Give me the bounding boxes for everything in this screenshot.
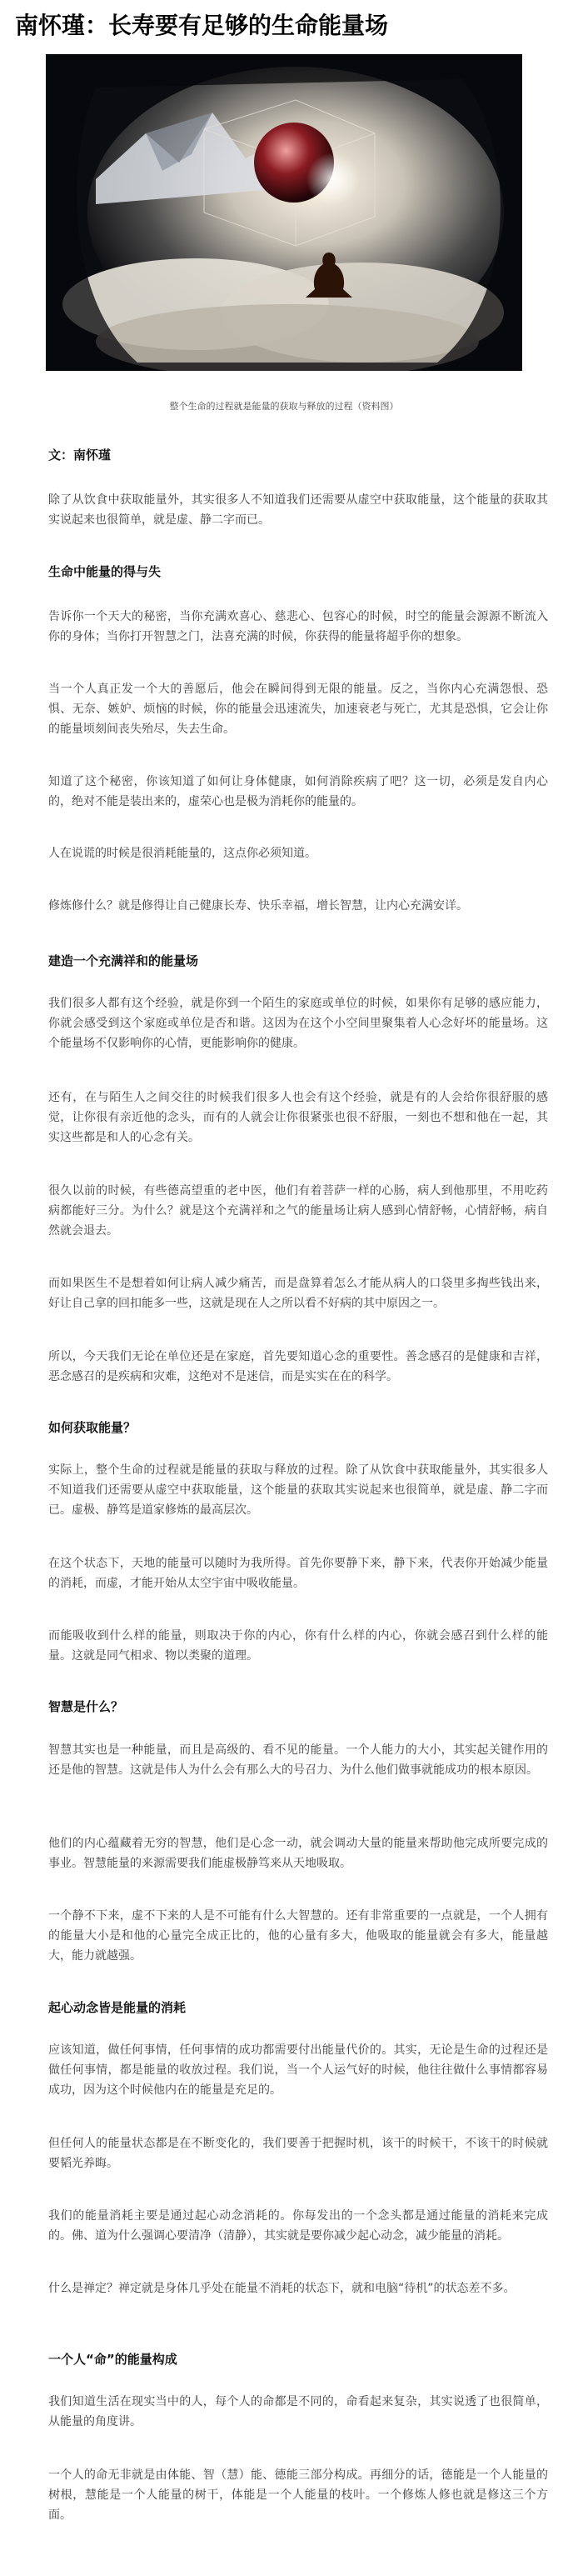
paragraph: 所以，今天我们无论在单位还是在家庭，首先要知道心念的重要性。善念感召的是健康和吉祥，恶念感召的是疾病和灾难，这绝对不是迷信，而是实实在在的科学。 (48, 1350, 548, 1383)
paragraph: 告诉你一个天大的秘密，当你充满欢喜心、慈悲心、包容心的时候，时空的能量会源源不断流入你的身体；当你打开智慧之门，法喜充满的时候，你获得的能量将超乎你的想象。 (48, 610, 548, 643)
paragraph: 还有，在与陌生人之间交往的时候我们很多人也会有这个经验，就是有的人会给你很舒服的感觉，让你很有亲近他的念头，而有的人就会让你很紧张也很不舒服，一刻也不想和他在一起，其实这些都是和人的心念有关。 (48, 1091, 548, 1144)
paragraph: 一个人的命无非就是由体能、智（慧）能、德能三部分构成。再细分的话，德能是一个人能量的树根，慧能是一个人能量的树干，体能是一个人能量的枝叶。一个修炼人修也就是修这三个方面。 (48, 2468, 548, 2522)
paragraph: 我们的能量消耗主要是通过起心动念消耗的。你每发出的一个念头都是通过能量的消耗来完成的。佛、道为什么强调心要清净（清静），其实就是要你减少起心动念，减少能量的消耗。 (48, 2209, 548, 2243)
section-heading: 生命中能量的得与失 (48, 564, 162, 579)
article-image (46, 54, 522, 371)
paragraph: 应该知道，做任何事情，任何事情的成功都需要付出能量代价的。其实，无论是生命的过程还是做任何事情，都是能量的收放过程。我们说，当一个人运气好的时候，他往往做什么事情都容易成功，因为这个时候他内在的能量是充足的。 (48, 2043, 548, 2097)
image-caption: 整个生命的过程就是能量的获取与释放的过程（资料图） (169, 401, 399, 412)
article-title: 南怀瑾：长寿要有足够的生命能量场 (15, 12, 389, 39)
paragraph: 而如果医生不是想着如何让病人减少痛苦，而是盘算着怎么才能从病人的口袋里多掏些钱出来，好让自己拿的回扣能多一些，这就是现在人之所以看不好病的其中原因之一。 (48, 1277, 548, 1310)
section-heading: 如何获取能量？ (48, 1420, 137, 1435)
paragraph: 他们的内心蕴藏着无穷的智慧，他们是心念一动，就会调动大量的能量来帮助他完成所要完成的事业。智慧能量的来源需要我们能虚极静笃来从天地吸取。 (48, 1837, 548, 1870)
paragraph: 除了从饮食中获取能量外，其实很多人不知道我们还需要从虚空中获取能量，这个能量的获取其实说起来也很简单，就是虚、静二字而已。 (48, 493, 548, 527)
section-heading: 智慧是什么？ (48, 1699, 124, 1714)
paragraph: 在这个状态下，天地的能量可以随时为我所得。首先你要静下来，静下来，代表你开始减少能量的消耗，而虚，才能开始从太空宇宙中吸收能量。 (48, 1557, 548, 1590)
paragraph: 一个静不下来，虚不下来的人是不可能有什么大智慧的。还有非常重要的一点就是，一个人拥有的能量大小是和他的心量完全成正比的，他的心量有多大，他吸取的能量就会有多大，能量越大，能力就越强。 (48, 1909, 548, 1963)
paragraph: 实际上，整个生命的过程就是能量的获取与释放的过程。除了从饮食中获取能量外，其实很多人不知道我们还需要从虚空中获取能量，这个能量的获取其实说起来也很简单，就是虚、静二字而已。虚极、静笃是道家修炼的最高层次。 (48, 1463, 548, 1517)
section-heading: 一个人“命”的能量构成 (48, 2352, 177, 2367)
paragraph: 但任何人的能量状态都是在不断变化的，我们要善于把握时机，该干的时候干，不该干的时候就要韬光养晦。 (48, 2137, 548, 2170)
paragraph: 知道了这个秘密，你该知道了如何让身体健康，如何消除疾病了吧？这一切，必须是发自内心的，绝对不能是装出来的，虚荣心也是极为消耗你的能量的。 (48, 775, 548, 808)
paragraph: 而能吸收到什么样的能量，则取决于你的内心，你有什么样的内心，你就会感召到什么样的能量。这就是同气相求、物以类聚的道理。 (48, 1629, 548, 1663)
paragraph: 我们很多人都有这个经验，就是你到一个陌生的家庭或单位的时候，如果你有足够的感应能力，你就会感受到这个家庭或单位是否和谐。这因为在这个小空间里聚集着人心念好坏的能量场。这个能量场不仅影响你的心情，更能影响你的健康。 (48, 997, 548, 1050)
paragraph: 我们知道生活在现实当中的人，每个人的命都是不同的，命看起来复杂，其实说透了也很简单，从能量的角度讲。 (48, 2395, 548, 2428)
paragraph: 很久以前的时候，有些德高望重的老中医，他们有着菩萨一样的心肠，病人到他那里，不用吃药病都能好三分。为什么？就是这个充满祥和之气的能量场让病人感到心情舒畅，心情舒畅，病自然就会退去。 (48, 1184, 548, 1238)
paragraph: 智慧其实也是一种能量，而且是高级的、看不见的能量。一个人能力的大小，其实起关键作用的还是他的智慧。这就是伟人为什么会有那么大的号召力、为什么他们做事就能成功的根本原因。 (48, 1743, 548, 1777)
paragraph: 什么是禅定？禅定就是身体几乎处在能量不消耗的状态下，就和电脑“待机”的状态差不多。 (48, 2282, 516, 2295)
section-heading: 建造一个充满祥和的能量场 (48, 953, 199, 968)
section-heading: 起心动念皆是能量的消耗 (48, 2000, 187, 2015)
author-line: 文：南怀瑾 (48, 448, 112, 463)
paragraph: 修炼修什么？就是修得让自己健康长寿、快乐幸福，增长智慧，让内心充满安详。 (48, 899, 468, 913)
paragraph: 当一个人真正发一个大的善愿后，他会在瞬间得到无限的能量。反之，当你内心充满怨恨、恐惧、无奈、嫉妒、烦恼的时候，你的能量会迅速流失，加速衰老与死亡，尤其是恐惧，它会让你的能量顷刻间丧失殆尽，失去生命。 (48, 683, 548, 736)
paragraph: 人在说谎的时候是很消耗能量的，这点你必须知道。 (48, 847, 316, 860)
